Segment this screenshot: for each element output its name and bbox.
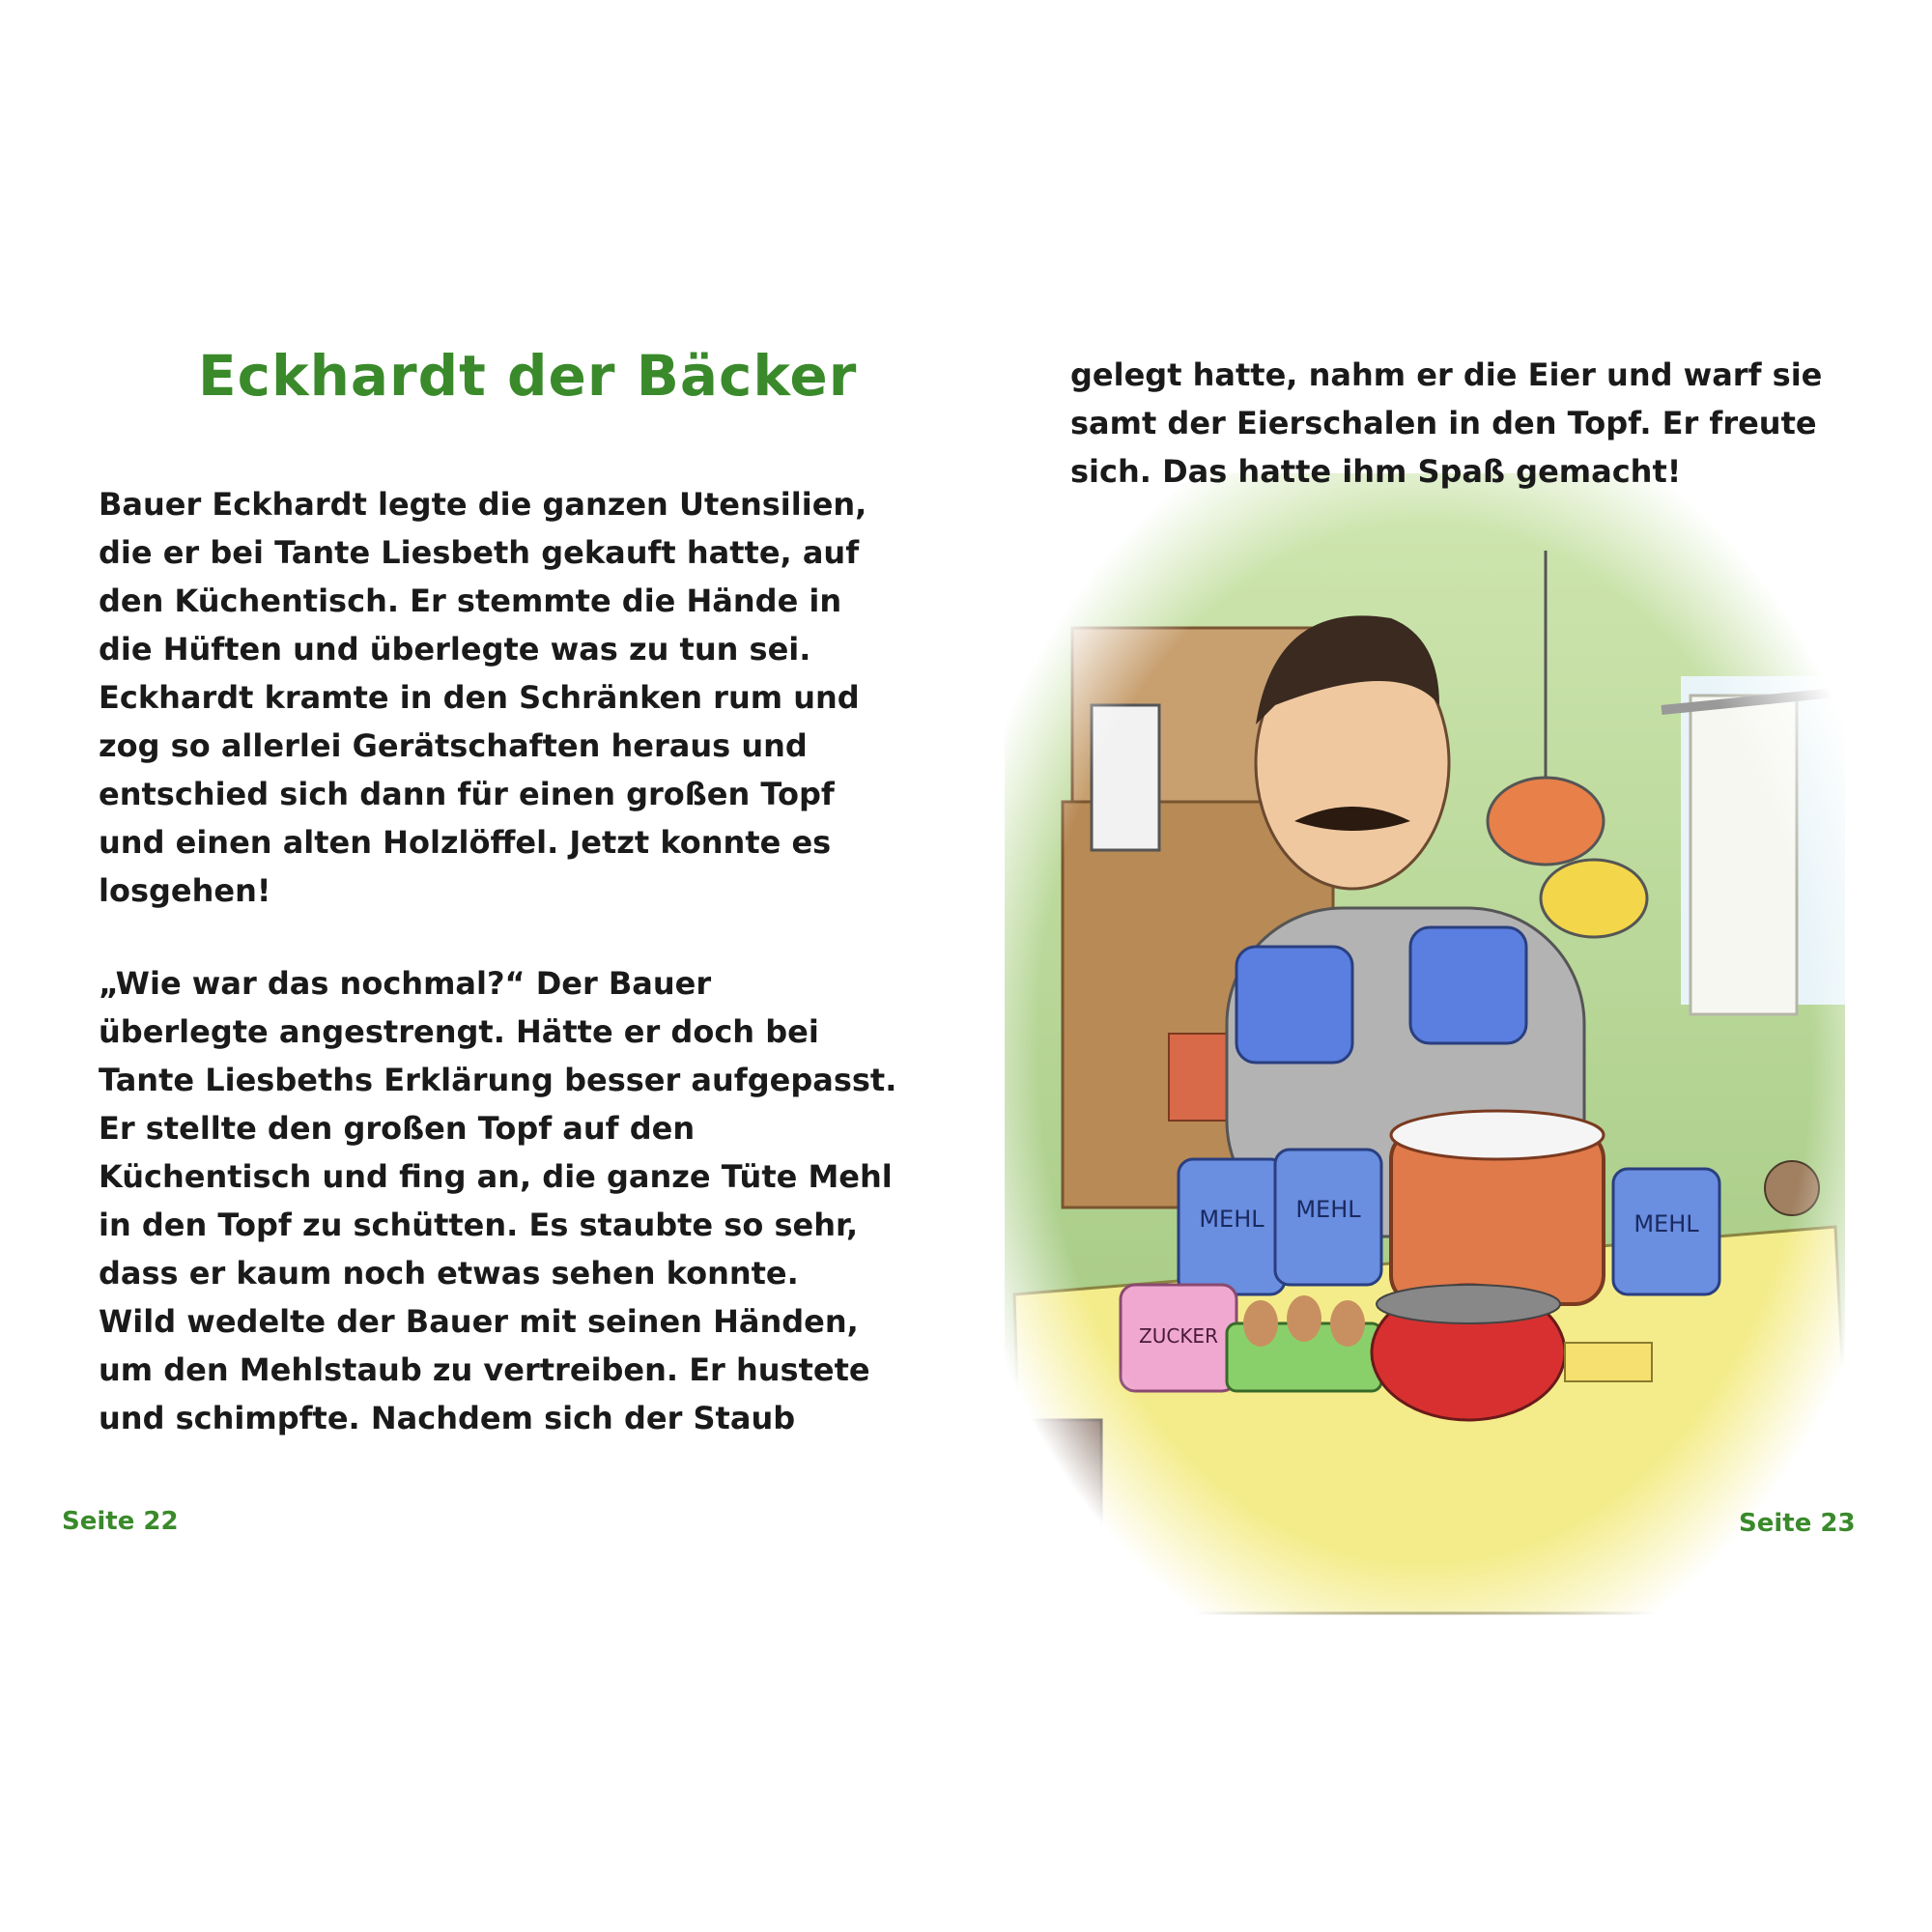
paragraph-3 (1070, 351, 1822, 496)
text-line: samt der Eierschalen in den Topf. Er freute (1070, 405, 1817, 441)
text-line: „Wie war das nochmal?“ Der Bauer (99, 965, 712, 1002)
text-line: in den Topf zu schütten. Es staubte so sehr, (99, 1207, 859, 1243)
text-line: überlegte angestrengt. Hätte er doch bei (99, 1013, 819, 1050)
text-line: dass er kaum noch etwas sehen konnte. (99, 1255, 799, 1292)
page-number-left: Seite 22 (62, 1507, 179, 1536)
text-line: Bauer Eckhardt legte die ganzen Utensilien, (99, 486, 867, 523)
paragraph-2 (99, 959, 897, 1442)
text-line: die er bei Tante Liesbeth gekauft hatte, auf (99, 534, 860, 571)
text-line: zog so allerlei Gerätschaften heraus und (99, 727, 808, 764)
page-number-right: Seite 23 (1739, 1509, 1856, 1538)
text-line: Küchentisch und fing an, die ganze Tüte Mehl (99, 1158, 893, 1195)
text-line: Er stellte den großen Topf auf den (99, 1110, 696, 1147)
text-line: den Küchentisch. Er stemmte die Hände in (99, 582, 842, 619)
text-line: entschied sich dann für einen großen Topf (99, 776, 835, 812)
text-line: Eckhardt kramte in den Schränken rum und (99, 679, 860, 716)
text-line: gelegt hatte, nahm er die Eier und warf sie (1070, 356, 1823, 393)
text-line: und einen alten Holzlöffel. Jetzt konnte es (99, 824, 832, 861)
page-title: Eckhardt der Bäcker (198, 343, 858, 409)
text-line: Tante Liesbeths Erklärung besser aufgepasst. (99, 1062, 897, 1098)
kitchen-illustration (985, 454, 1864, 1633)
text-line: losgehen! (99, 872, 271, 909)
text-line: Wild wedelte der Bauer mit seinen Händen, (99, 1303, 859, 1340)
text-line: und schimpfte. Nachdem sich der Staub (99, 1400, 796, 1436)
text-line: die Hüften und überlegte was zu tun sei. (99, 631, 811, 668)
right-page (966, 0, 1932, 1932)
text-line: um den Mehlstaub zu vertreiben. Er hustete (99, 1351, 870, 1388)
paragraph-1 (99, 480, 867, 915)
text-line: sich. Das hatte ihm Spaß gemacht! (1070, 453, 1682, 490)
